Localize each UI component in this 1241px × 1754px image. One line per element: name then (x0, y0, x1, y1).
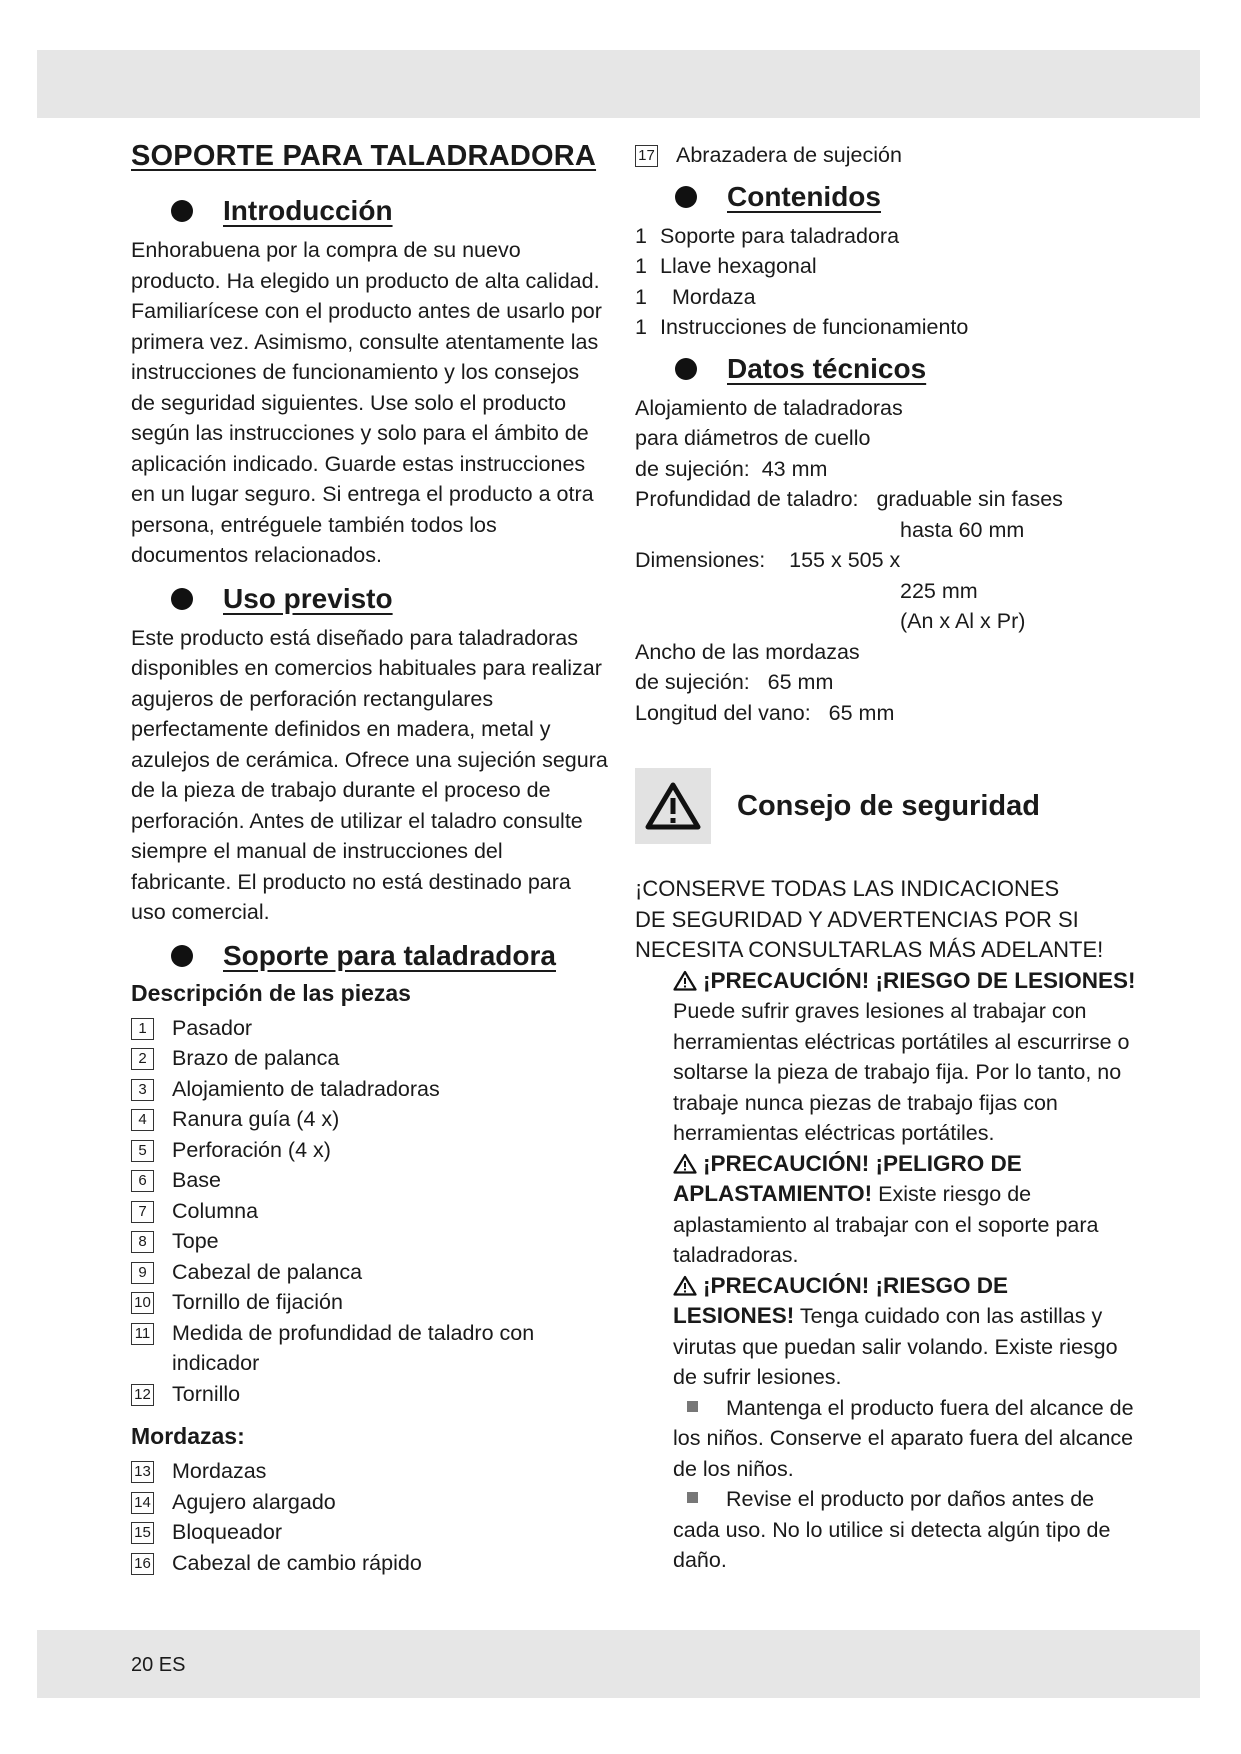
part-number: 8 (131, 1231, 154, 1253)
warning-triangle-icon (673, 1275, 697, 1296)
warning-title-text: ¡PRECAUCIÓN! ¡RIESGO DE LESIONES! (703, 967, 1136, 993)
contents-list (635, 221, 1145, 343)
part-label: Tornillo (172, 1381, 241, 1406)
list-item (131, 1517, 609, 1548)
jaws-list (131, 1456, 609, 1578)
part-number: 12 (131, 1384, 154, 1406)
safety-title: Consejo de seguridad (737, 789, 1040, 822)
technical-data (635, 393, 1145, 729)
list-item (131, 1456, 609, 1487)
header-band (37, 50, 1200, 118)
part-number: 2 (131, 1048, 154, 1070)
left-column (131, 140, 609, 1592)
page-title: SOPORTE PARA TALADRADORA (131, 140, 597, 172)
warning-text-block (673, 1179, 1145, 1271)
part-number: 9 (131, 1262, 154, 1284)
warning-title-text: LESIONES! (673, 1303, 795, 1328)
list-item (131, 1318, 609, 1379)
part-label: Base (172, 1168, 222, 1192)
section-title: Uso previsto (223, 582, 393, 614)
warning-title-text: ¡PRECAUCIÓN! ¡RIESGO DE (703, 1272, 1009, 1298)
part-number: 3 (131, 1079, 154, 1101)
caps-line: ¡CONSERVE TODAS LAS INDICACIONES (635, 876, 1060, 901)
page-footer: 20 ES (131, 1654, 186, 1676)
section-datos-heading (635, 353, 1145, 385)
part-label: Abrazadera de sujeción (676, 143, 902, 167)
part-label: Medida de profundidad de taladro con indicador (172, 1320, 535, 1375)
part-number: 4 (131, 1109, 154, 1131)
list-item (131, 1013, 609, 1044)
list-item (131, 1135, 609, 1166)
warning-title-text: ¡PRECAUCIÓN! ¡PELIGRO DE (703, 1150, 1022, 1176)
item-label: Mordaza (660, 284, 756, 309)
section-title: Soporte para taladradora (223, 939, 556, 971)
section-soporte-heading (131, 940, 609, 972)
item-qty: 1 (635, 223, 647, 248)
spec-line: Longitud del vano: 65 mm (635, 700, 895, 725)
spec-line: Profundidad de taladro: graduable sin fases (635, 487, 1063, 511)
part-label: Perforación (4 x) (172, 1137, 331, 1162)
safety-heading (635, 768, 1145, 844)
warning-title-2 (673, 1149, 1145, 1180)
bullet-item (673, 1484, 1145, 1576)
section-contenidos-heading (635, 181, 1145, 213)
part-label: Bloqueador (172, 1520, 282, 1544)
part-number: 16 (131, 1553, 154, 1575)
spec-line: Dimensiones: 155 x 505 x (635, 548, 901, 572)
warning-title-3 (673, 1271, 1145, 1302)
list-item (131, 1104, 609, 1135)
caps-line: NECESITA CONSULTARLAS MÁS ADELANTE! (635, 937, 1104, 962)
right-column (635, 140, 1145, 1576)
list-item (635, 251, 1145, 282)
parts-heading: Descripción de las piezas (131, 979, 411, 1006)
spec-line: de sujeción: 65 mm (635, 670, 834, 694)
part-number: 1 (131, 1018, 154, 1040)
footer-band (37, 1630, 1200, 1698)
bullet-dot-icon (675, 186, 697, 208)
part-label: Tornillo de fijación (172, 1290, 343, 1314)
part-label: Mordazas (172, 1459, 267, 1483)
list-item (131, 1074, 609, 1105)
bullet-item (673, 1393, 1145, 1485)
part-number: 17 (635, 145, 658, 167)
spec-line: de sujeción: 43 mm (635, 456, 828, 481)
item-label: Soporte para taladradora (660, 223, 900, 248)
warning-text: Tenga cuidado con las astillas y virutas que puedan salir volando. Existe riesgo de sufrir lesiones. (673, 1304, 1118, 1389)
part-label: Tope (172, 1229, 219, 1253)
caps-line: DE SEGURIDAD Y ADVERTENCIAS POR SI (635, 906, 1079, 932)
part-number: 15 (131, 1522, 154, 1544)
section-uso-heading (131, 583, 609, 615)
spec-line: 225 mm (900, 578, 978, 603)
list-item (635, 282, 1145, 313)
warning-block-2 (635, 1149, 1145, 1271)
spec-line: (An x Al x Pr) (900, 609, 1026, 633)
square-bullet-icon (687, 1492, 698, 1503)
warning-block-3 (635, 1271, 1145, 1576)
warning-title-1 (673, 966, 1145, 997)
part-label: Cabezal de cambio rápido (172, 1550, 422, 1575)
part-number: 14 (131, 1492, 154, 1514)
uso-text: Este producto está diseñado para taladradoras disponibles en comercios habituales para realizar agujeros de perforación rectangulares perfectamente definidos en madera, metal y azulejos de cerámica. Ofrece una sujeción segura de la pieza de trabajo durante el proceso de perforación. Antes de utilizar el taladro consulte siempre el manual de instrucciones del fabricante. El producto no está destinado para uso comercial. (131, 625, 608, 924)
list-item (131, 1165, 609, 1196)
list-item (635, 140, 1145, 171)
list-item (131, 1287, 609, 1318)
spec-line: Ancho de las mordazas (635, 639, 860, 664)
part-label: Columna (172, 1198, 259, 1223)
part-label: Ranura guía (4 x) (172, 1107, 340, 1131)
part-label: Cabezal de palanca (172, 1259, 363, 1284)
section-title: Introducción (223, 195, 393, 226)
bullet-dot-icon (171, 588, 193, 610)
bullet-dot-icon (171, 945, 193, 967)
safety-caps-text (635, 874, 1145, 966)
square-bullet-icon (687, 1401, 698, 1412)
part-number: 7 (131, 1201, 154, 1223)
section-title: Contenidos (727, 180, 881, 212)
warning-text: Existe riesgo de aplastamiento al trabajar con el soporte para taladradoras. (673, 1182, 1099, 1267)
list-item (131, 1487, 609, 1518)
parts-list (131, 1013, 609, 1410)
list-item (635, 312, 1145, 343)
list-item (131, 1196, 609, 1227)
part-number: 10 (131, 1292, 154, 1314)
section-intro-heading (131, 195, 609, 227)
warning-triangle-icon (635, 768, 711, 844)
warning-block-1 (635, 966, 1145, 1149)
item-qty: 1 (635, 284, 647, 309)
spec-line: hasta 60 mm (900, 517, 1025, 542)
bullet-dot-icon (171, 200, 193, 222)
item-qty: 1 (635, 315, 647, 339)
warning-triangle-icon (673, 1153, 697, 1174)
bullet-text: Mantenga el producto fuera del alcance de los niños. Conserve el aparato fuera del alcance de los niños. (673, 1395, 1134, 1481)
list-item (131, 1226, 609, 1257)
part-number: 5 (131, 1140, 154, 1162)
bullet-text: Revise el producto por daños antes de cada uso. No lo utilice si detecta algún tipo de daño. (673, 1487, 1111, 1572)
warning-title-text: APLASTAMIENTO! (673, 1181, 873, 1206)
extra-part-list (635, 140, 1145, 171)
list-item (635, 221, 1145, 252)
list-item (131, 1548, 609, 1579)
spec-line: Alojamiento de taladradoras (635, 395, 903, 420)
part-label: Alojamiento de taladradoras (172, 1076, 440, 1101)
part-label: Pasador (172, 1015, 253, 1040)
part-label: Brazo de palanca (172, 1046, 340, 1070)
warning-triangle-icon (673, 970, 697, 991)
part-number: 11 (131, 1323, 154, 1345)
list-item (131, 1379, 609, 1410)
bullet-dot-icon (675, 358, 697, 380)
warning-text-block (673, 1301, 1145, 1393)
item-label: Llave hexagonal (660, 254, 817, 278)
section-title: Datos técnicos (727, 352, 927, 384)
part-label: Agujero alargado (172, 1489, 336, 1514)
part-number: 13 (131, 1461, 154, 1483)
jaws-heading: Mordazas: (131, 1423, 245, 1449)
list-item (131, 1257, 609, 1288)
list-item (131, 1043, 609, 1074)
part-number: 6 (131, 1170, 154, 1192)
warning-text: Puede sufrir graves lesiones al trabajar con herramientas eléctricas portátiles al escurrirse o soltarse la pieza de trabajo fija. Por lo tanto, no trabaje nunca piezas de trabajo fijas con herramientas eléctricas portátiles. (673, 999, 1130, 1145)
spec-line: para diámetros de cuello (635, 426, 871, 450)
item-qty: 1 (635, 254, 647, 278)
item-label: Instrucciones de funcionamiento (660, 315, 969, 339)
intro-text: Enhorabuena por la compra de su nuevo producto. Ha elegido un producto de alta calidad. Familiarícese con el producto antes de usarlo por primera vez. Asimismo, consulte atentamente las instrucciones de funcionamiento y los consejos de seguridad siguientes. Use solo el producto según las instrucciones y solo para el ámbito de aplicación indicado. Guarde estas instrucciones en un lugar seguro. Si entrega el producto a otra persona, entréguele también todos los documentos relacionados. (131, 238, 602, 567)
